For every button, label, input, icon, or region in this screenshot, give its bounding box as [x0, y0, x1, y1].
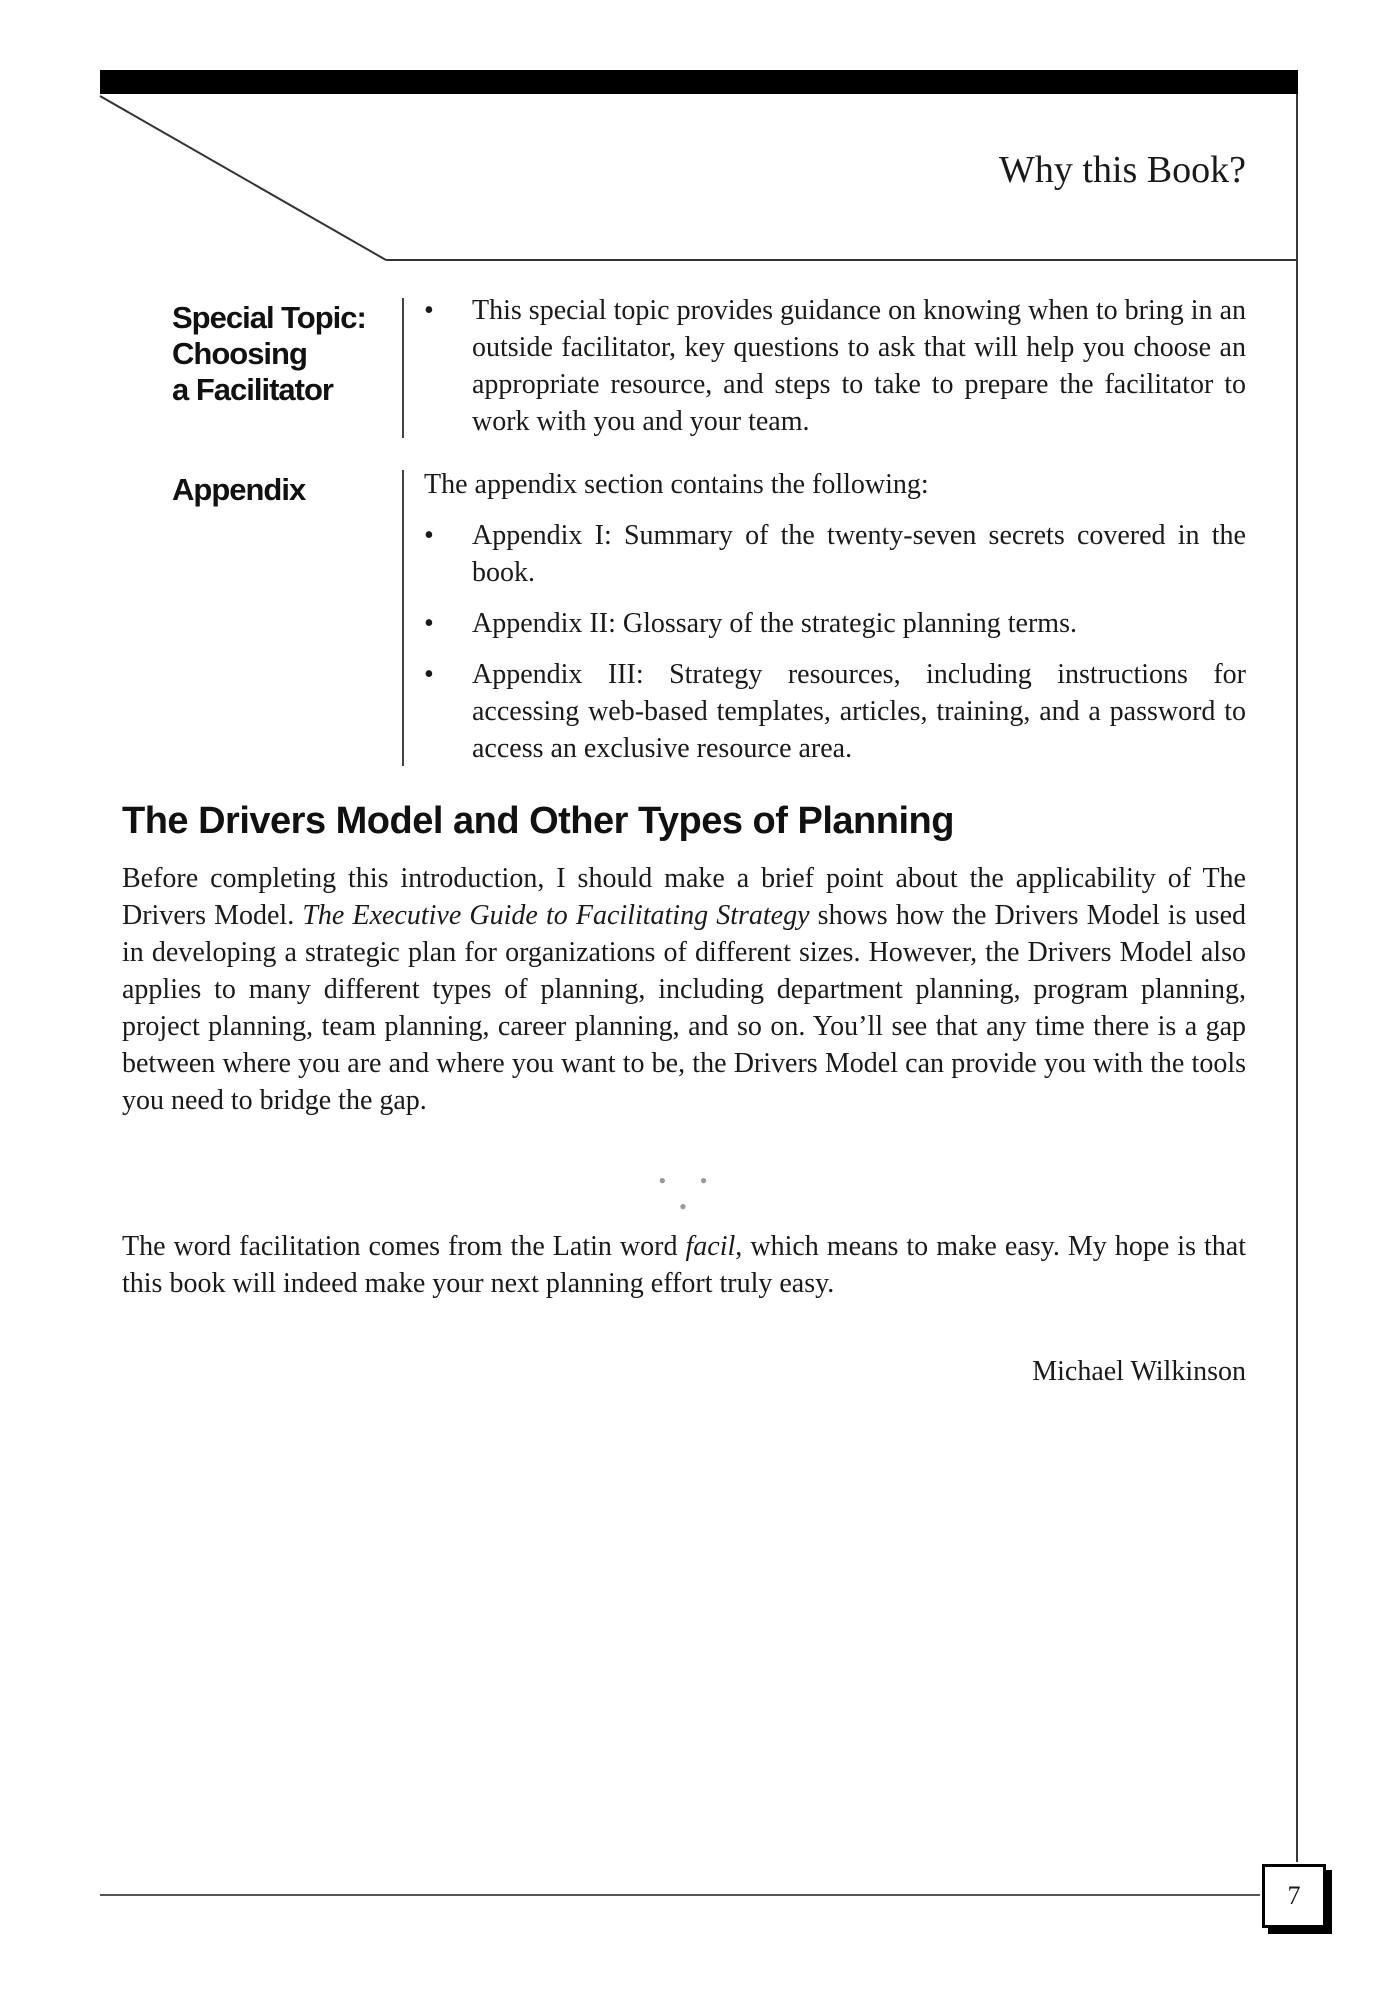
column-divider — [402, 470, 404, 766]
section-separator: • • • — [658, 1168, 722, 1219]
section-heading: The Drivers Model and Other Types of Planning — [122, 800, 954, 842]
footer-rule — [100, 1894, 1260, 1896]
bullet: • — [424, 608, 434, 639]
page-number: 7 — [1262, 1864, 1326, 1928]
bullet: • — [424, 295, 434, 326]
running-head: Why this Book? — [999, 149, 1246, 191]
special-topic-content — [424, 292, 1246, 454]
bullet: • — [424, 520, 434, 551]
label-line: Special Topic: — [172, 300, 366, 335]
author-signature: Michael Wilkinson — [1032, 1356, 1246, 1387]
right-margin-rule — [1296, 94, 1298, 1862]
closing-paragraph: The word facilitation comes from the Latin word facil, which means to make easy. My hope is that this book will indeed make your next planning effort truly easy. — [122, 1231, 1246, 1299]
appendix-label — [172, 472, 402, 508]
list-item: • Appendix III: Strategy resources, including instructions for accessing web-based templates, articles, training, and a password to access an exclusive resource area. — [424, 656, 1246, 767]
bullet: • — [424, 659, 434, 690]
column-divider — [402, 298, 404, 438]
appendix-content — [424, 466, 1246, 781]
list-item: • This special topic provides guidance on knowing when to bring in an outside facilitator, key questions to ask that will help you choose an appropriate resource, and steps to take to prepare the facilitator to work with you and your team. — [424, 292, 1246, 440]
list-item: • Appendix I: Summary of the twenty-seven secrets covered in the book. — [424, 517, 1246, 591]
label-line: Appendix — [172, 472, 306, 507]
header-diagonal-frame — [0, 0, 1400, 270]
label-line: Choosing — [172, 336, 307, 371]
appendix-intro: The appendix section contains the following: — [424, 469, 929, 500]
label-line: a Facilitator — [172, 372, 333, 407]
list-item: • Appendix II: Glossary of the strategic planning terms. — [424, 605, 1246, 642]
body-paragraph: Before completing this introduction, I should make a brief point about the applicability of The Drivers Model. The Executive Guide to Facilitating Strategy shows how the Drivers Model is used in developing a strategic plan for organizations of different sizes. However, the Drivers Model also applies to many different types of planning, including department planning, program planning, project planning, team planning, career planning, and so on. You’ll see that any time there is a gap between where you are and where you want to be, the Drivers Model can provide you with the tools you need to bridge the gap. — [122, 863, 1246, 1116]
special-topic-label — [172, 300, 402, 408]
